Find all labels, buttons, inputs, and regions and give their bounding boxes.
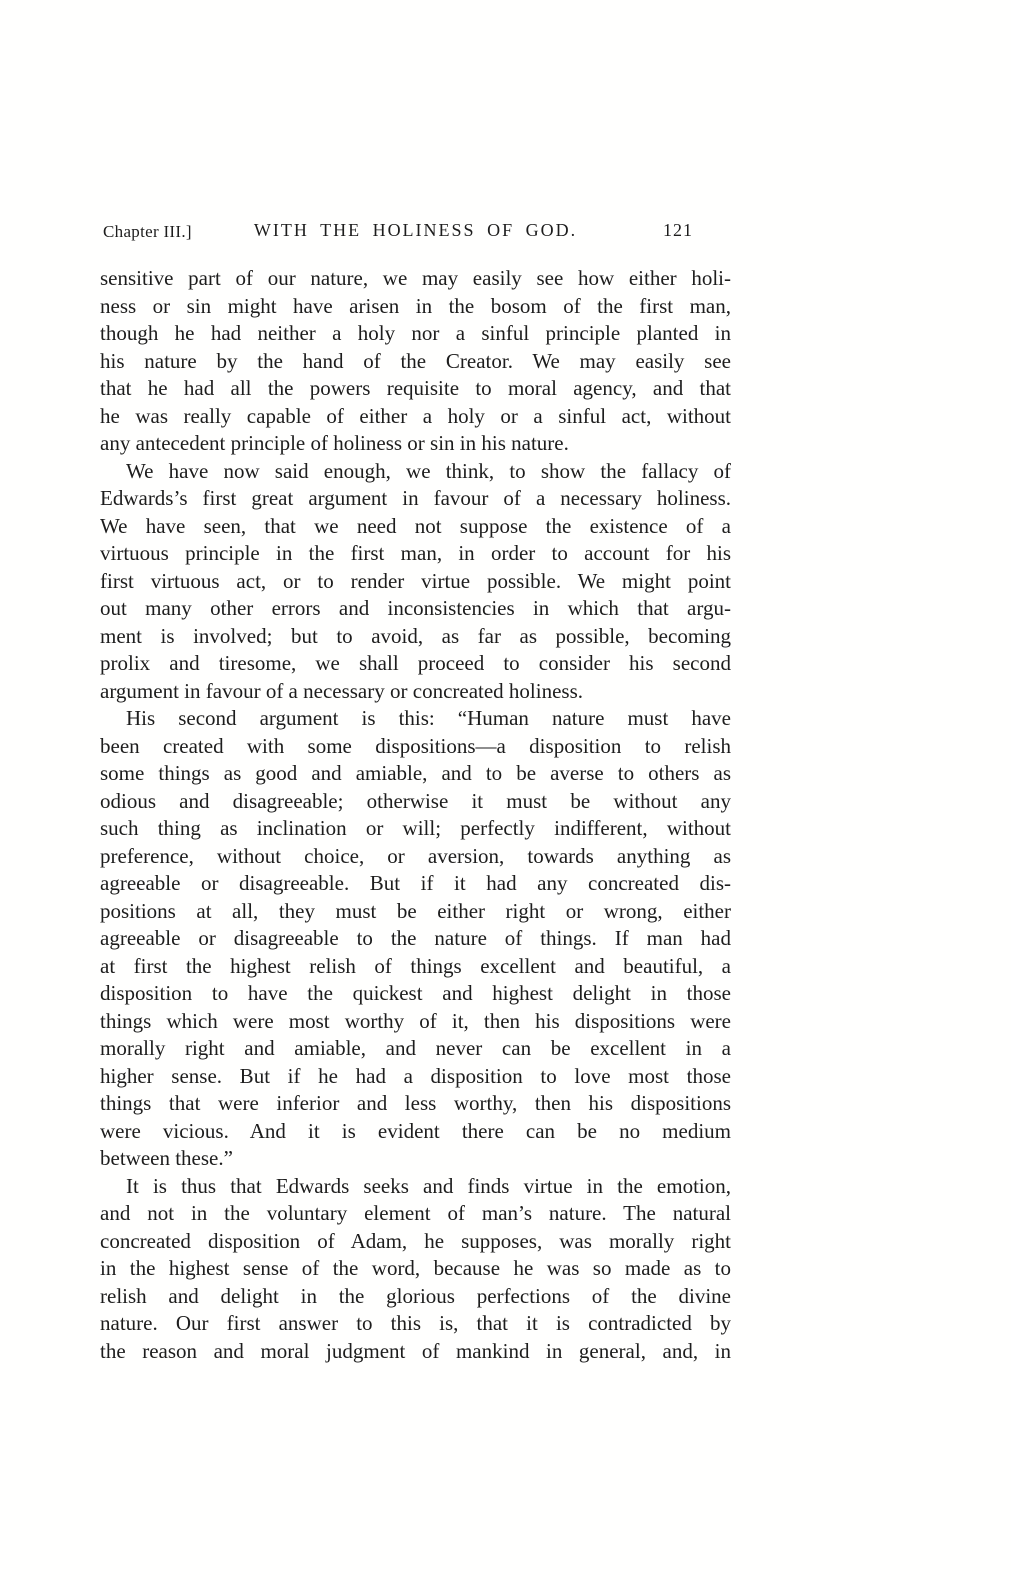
text-line: sensitive part of our nature, we may easily see how either holi- — [100, 266, 731, 290]
paragraph — [100, 1173, 731, 1366]
text-line: first virtuous act, or to render virtue possible. We might point — [100, 568, 731, 593]
paragraph — [100, 265, 731, 458]
text-line: His second argument is this: “Human nature must have — [126, 706, 731, 730]
text-line: Edwards’s first great argument in favour of a necessary holiness. — [100, 486, 731, 510]
running-title: WITH THE HOLINESS OF GOD. — [253, 220, 578, 240]
text-line: ment is involved; but to avoid, as far as possible, becoming — [100, 623, 731, 648]
text-line: morally right and amiable, and never can be excellent in a — [100, 1036, 731, 1060]
chapter-label: Chapter III.] — [103, 222, 192, 241]
text-line: virtuous principle in the first man, in order to account for his — [100, 541, 731, 565]
text-line: some things as good and amiable, and to be averse to others as — [100, 761, 731, 785]
text-line: It is thus that Edwards seeks and finds virtue in the emotion, — [126, 1173, 731, 1198]
text-line: argument in favour of a necessary or concreated holiness. — [100, 678, 584, 703]
text-line: that he had all the powers requisite to moral agency, and that — [100, 376, 731, 400]
text-line: at first the highest relish of things excellent and beautiful, a — [100, 953, 731, 978]
text-line: out many other errors and inconsistencies in which that argu- — [100, 596, 731, 620]
text-line: and not in the voluntary element of man’s nature. The natural — [100, 1201, 731, 1225]
text-line: relish and delight in the glorious perfections of the divine — [100, 1283, 731, 1308]
text-line: odious and disagreeable; otherwise it must be without any — [100, 788, 731, 813]
text-line: ness or sin might have arisen in the bosom of the first man, — [100, 293, 731, 318]
text-line: the reason and moral judgment of mankind in general, and, in — [100, 1338, 731, 1363]
text-line: though he had neither a holy nor a sinful principle planted in — [100, 321, 731, 345]
paragraph — [100, 458, 731, 706]
text-line: any antecedent principle of holiness or sin in his nature. — [100, 431, 569, 455]
text-line: between these.” — [100, 1146, 233, 1170]
text-line: prolix and tiresome, we shall proceed to consider his second — [100, 651, 731, 675]
paragraph — [100, 705, 731, 1173]
text-line: such thing as inclination or will; perfectly indifferent, without — [100, 816, 731, 840]
text-line: disposition to have the quickest and highest delight in those — [100, 981, 731, 1005]
text-line: agreeable or disagreeable to the nature of things. If man had — [100, 926, 731, 950]
text-line: concreated disposition of Adam, he supposes, was morally right — [100, 1228, 731, 1253]
page-header — [100, 219, 731, 245]
text-line: agreeable or disagreeable. But if it had any concreated dis- — [100, 871, 731, 895]
text-line: his nature by the hand of the Creator. We may easily see — [100, 348, 731, 373]
text-line: were vicious. And it is evident there can be no medium — [100, 1118, 731, 1143]
text-line: been created with some dispositions—a disposition to relish — [100, 733, 731, 758]
text-line: things which were most worthy of it, then his dispositions were — [100, 1008, 731, 1033]
text-line: in the highest sense of the word, because he was so made as to — [100, 1256, 731, 1280]
text-line: We have seen, that we need not suppose the existence of a — [100, 513, 731, 538]
text-line: We have now said enough, we think, to show the fallacy of — [126, 458, 731, 483]
text-line: positions at all, they must be either right or wrong, either — [100, 898, 731, 923]
text-line: he was really capable of either a holy or a sinful act, without — [100, 403, 731, 428]
page-number: 121 — [663, 220, 693, 240]
text-line: higher sense. But if he had a disposition to love most those — [100, 1063, 731, 1088]
text-line: nature. Our first answer to this is, that it is contradicted by — [100, 1311, 731, 1335]
page-body — [100, 265, 731, 1365]
text-line: things that were inferior and less worthy, then his dispositions — [100, 1091, 731, 1115]
text-line: preference, without choice, or aversion, towards anything as — [100, 843, 731, 868]
